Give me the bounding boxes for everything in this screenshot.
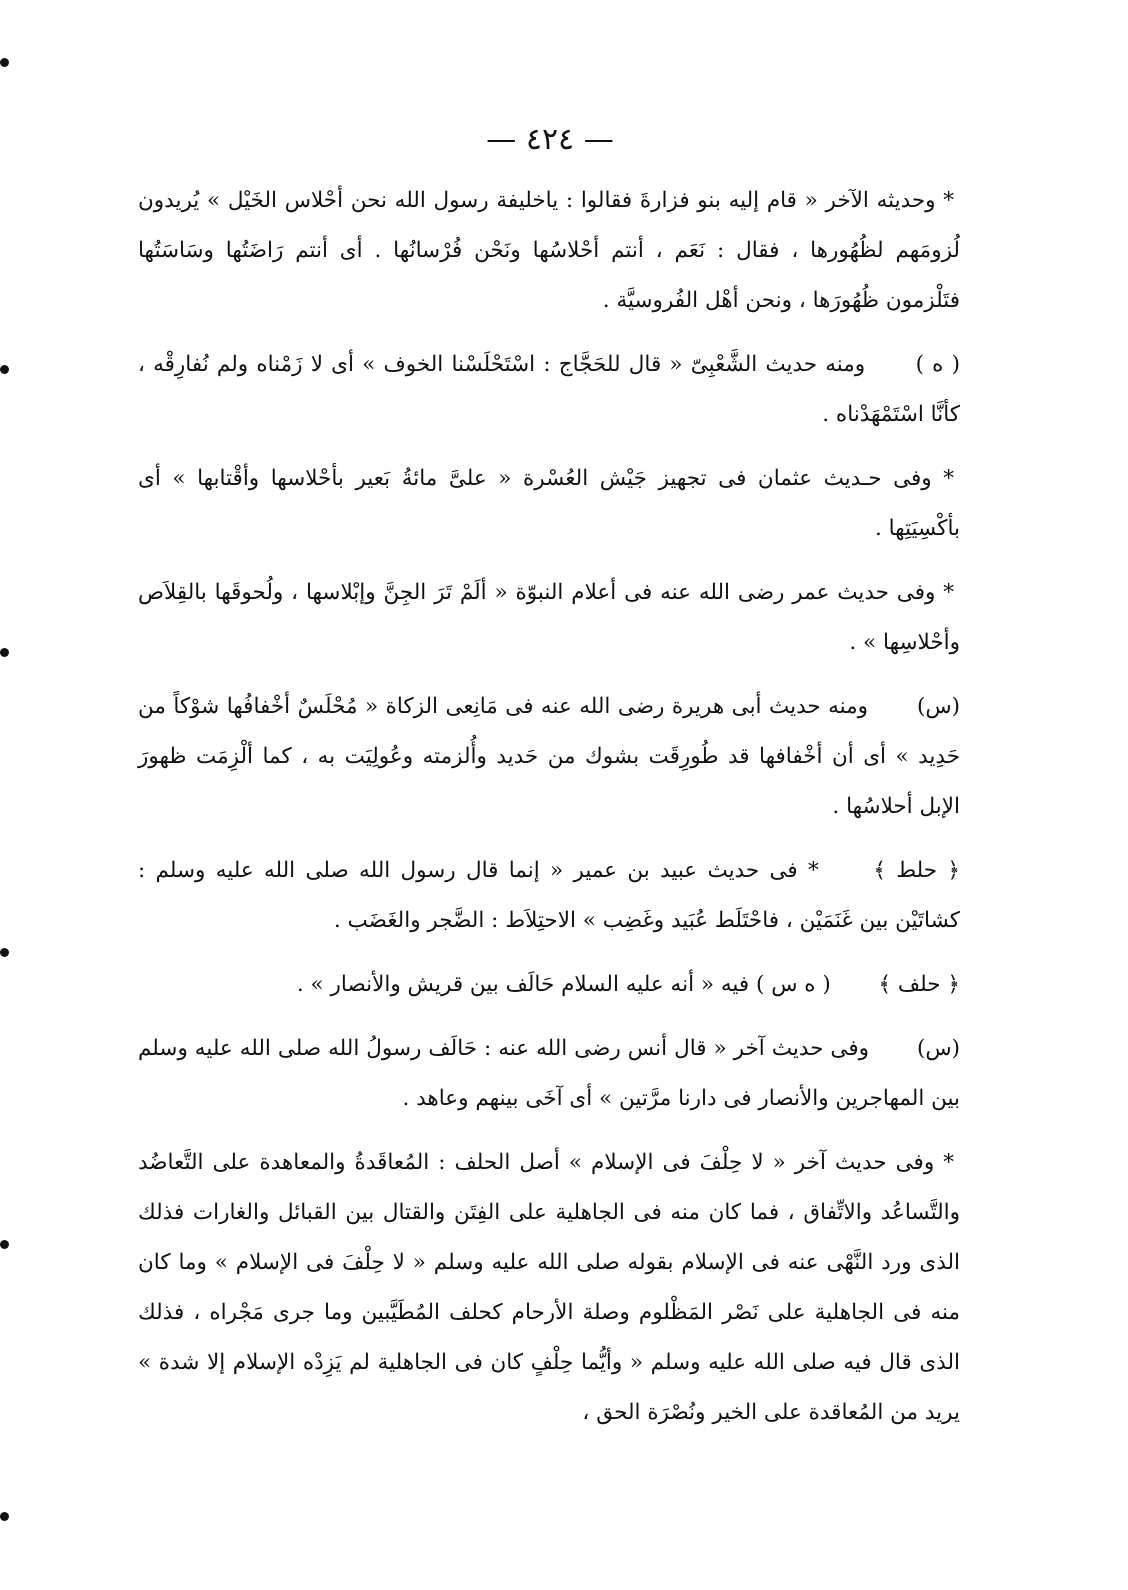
paragraph-text: * وفى حديث آخر « لا حِلْفَ فى الإسلام » أصل الحلف : المُعاقَدةُ والمعاهدة على التَّعاضُد والتَّساعُد والاتِّفاق ، فما كان منه فى الجاهلية على الفِتَن والقتال بين القبائل والغارات فذلك الذى ورد النَّهْى عنه فى الإسلام بقوله صلى الله عليه وسلم « لا حِلْفَ فى الإسلام » وما كان منه فى الجاهلية على نَصْر المَظْلوم وصلة الأرحام كحلف المُطَيَّبين وما جرى مَجْراه ، فذلك الذى قال فيه صلى الله عليه وسلم « وأيُّما حِلْفٍ كان فى الجاهلية لم يَزِدْه الإسلام إلا شدة » يريد من المُعاقدة على الخير ونُصْرَة الحق ، [138,1150,960,1425]
paragraph-3 [138,454,960,554]
scan-edge-mark [0,648,9,657]
paragraph-6 [138,846,960,946]
paragraph-5 [138,682,960,832]
paragraph-marker: ( ه ) [915,352,960,377]
paragraph-text: وفى حديث آخر « قال أنس رضى الله عنه : حَالَف رسولُ الله صلى الله عليه وسلم بين المهاجرين والأنصار فى دارنا مرَّتين » أى آخَى بينهم وعاهد . [138,1036,960,1111]
paragraph-7 [138,960,960,1010]
paragraph-marker: (س) [916,694,960,719]
paragraph-9 [138,1138,960,1438]
paragraph-4 [138,568,960,668]
paragraph-8 [138,1024,960,1124]
paragraph-text: ( ه س ) فيه « أنه عليه السلام حَالَف بين قريش والأنصار » . [296,972,831,997]
scan-edge-mark [0,1512,9,1521]
page-number: — ٤٢٤ — [486,122,614,157]
paragraph-text: ومنه حديث أبى هريرة رضى الله عنه فى مَانِعى الزكاة « مُحْلَسٌ أخْفافُها شوْكاً من حَدِيد » أى أن أخْفافها قد طُورِقَت بشوك من حَديد وأُلزمته وعُولِيَت به ، كما ألْزِمَت ظهورَ الإبل أحلاسُها . [138,694,960,819]
scan-edge-mark [0,948,9,957]
paragraph-text: * وفى حـديث عثمان فى تجهيز جَيْش العُسْرة « علىَّ مائةُ بَعير بأحْلاسها وأقْتابها » أى بأكْسِيَتِها . [138,466,960,541]
entry-heading: ﴿ حلف ﴾ [878,972,960,997]
paragraph-text: * وحديثه الآخر « قام إليه بنو فزارةَ فقالوا : ياخليفة رسول الله نحن أحْلاس الخَيْل » يُريدون لُزومَهم لظُهُورها ، فقال : نَعَم ، أنتم أحْلاسُها ونَحْن فُرْسانُها . أى أنتم رَاضَتُها وسَاسَتُها فتَلْزمون ظُهُورَها ، ونحن أهْل الفُروسيَّة . [138,188,960,313]
paragraph-marker: (س) [916,1036,960,1061]
paragraph-text: ومنه حديث الشَّعْبِىّ « قال للحَجَّاج : اسْتَحْلَسْنا الخوف » أى لا زَمْناه ولم نُفارِقْه ، كأنَّا اسْتَمْهَدْناه . [138,352,960,427]
scan-edge-mark [0,58,9,67]
paragraph-text: * فى حديث عبيد بن عمير « إنما قال رسول الله صلى الله عليه وسلم : كشاتَيْن بين غَنَمَيْن ، فاحْتَلَط عُبَيد وغَضِب » الاحتِلاَط : الضَّجر والغَضَب . [138,858,960,933]
paragraph-2 [138,340,960,440]
entry-heading: ﴿ حلط ﴾ [873,858,960,883]
scan-edge-mark [0,365,9,374]
paragraph-1 [138,176,960,326]
page-body [138,176,960,1452]
paragraph-text: * وفى حديث عمر رضى الله عنه فى أعلام النبوّة « ألَمْ تَرَ الجِنَّ وإبْلاسها ، ولُحوقَها بالقِلاَص وأحْلاسِها » . [138,580,960,655]
scan-edge-mark [0,1240,9,1249]
